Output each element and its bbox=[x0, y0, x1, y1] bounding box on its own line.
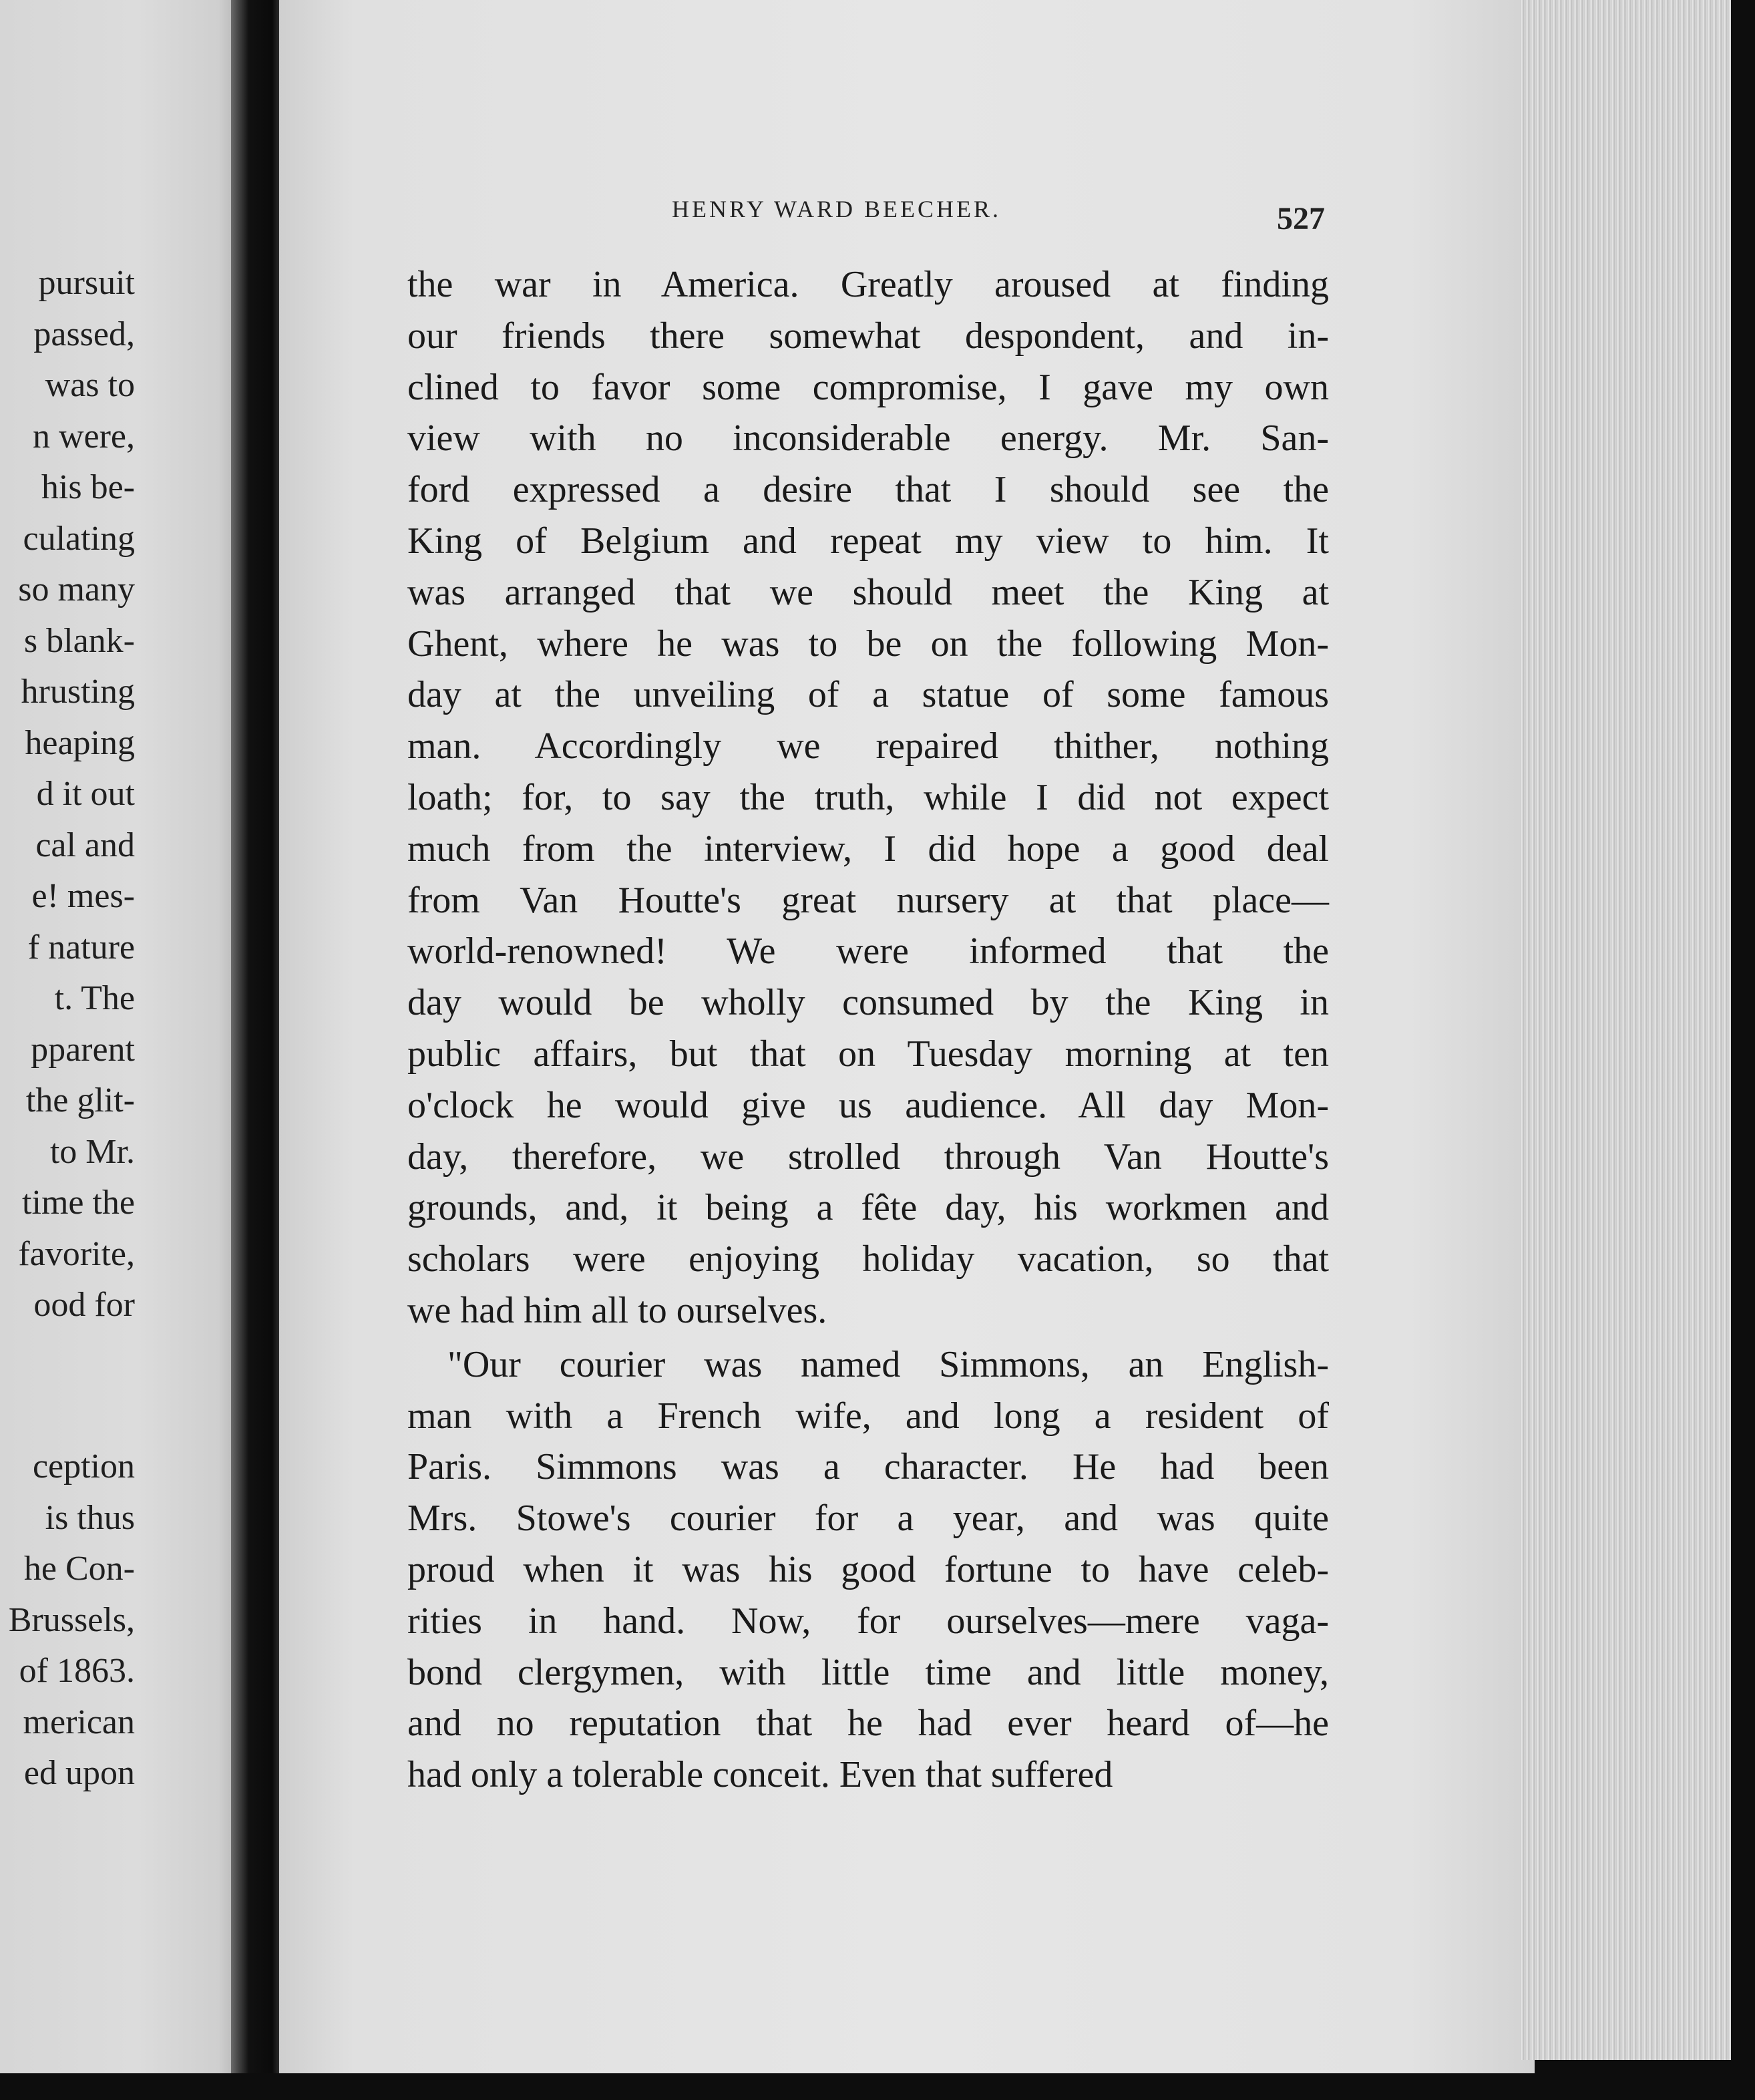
left-page-line: of 1863. bbox=[19, 1652, 135, 1690]
text-line: day at the unveiling of a statue of some famous bbox=[407, 674, 1329, 716]
left-page-line: ood for bbox=[33, 1286, 135, 1324]
left-page-line: s blank- bbox=[23, 621, 135, 660]
left-page-line: was to bbox=[45, 366, 135, 404]
left-page-line: favorite, bbox=[18, 1234, 135, 1273]
left-page-line: f nature bbox=[27, 928, 135, 967]
left-page-line: pparent bbox=[31, 1030, 135, 1069]
text-line: o'clock he would give us audience. All day Mon- bbox=[407, 1084, 1329, 1126]
left-page-line: pursuit bbox=[38, 264, 135, 302]
left-page-line: cal and bbox=[35, 826, 135, 864]
left-page-line: is thus bbox=[45, 1498, 135, 1537]
left-page-line: to Mr. bbox=[49, 1132, 135, 1171]
text-line: and no reputation that he had ever heard of—he bbox=[407, 1703, 1329, 1745]
text-line: King of Belgium and repeat my view to him. It bbox=[407, 520, 1329, 562]
text-line: Ghent, where he was to be on the following Mon- bbox=[407, 623, 1329, 665]
left-page-line: he Con- bbox=[23, 1550, 135, 1588]
left-page-line: e! mes- bbox=[31, 877, 135, 915]
text-line: bond clergymen, with little time and little money, bbox=[407, 1651, 1329, 1693]
left-page-line: ception bbox=[32, 1447, 135, 1485]
left-page bbox=[0, 0, 248, 2073]
text-line: public affairs, but that on Tuesday morning at ten bbox=[407, 1033, 1329, 1075]
text-line: scholars were enjoying holiday vacation, so that bbox=[407, 1238, 1329, 1280]
text-line: man. Accordingly we repaired thither, nothing bbox=[407, 725, 1329, 767]
text-line: our friends there somewhat despondent, and in- bbox=[407, 315, 1329, 357]
text-line: day would be wholly consumed by the King in bbox=[407, 982, 1329, 1024]
left-page-line: so many bbox=[18, 570, 135, 608]
body-text bbox=[407, 259, 1329, 1801]
left-page-line: his be- bbox=[41, 468, 135, 506]
text-line: was arranged that we should meet the King at bbox=[407, 571, 1329, 613]
text-line: clined to favor some compromise, I gave my own bbox=[407, 366, 1329, 408]
text-line: "Our courier was named Simmons, an English- bbox=[447, 1343, 1329, 1385]
text-line: we had him all to ourselves. bbox=[407, 1289, 827, 1331]
text-line: much from the interview, I did hope a good deal bbox=[407, 828, 1329, 870]
page-number: 527 bbox=[1277, 201, 1325, 236]
text-line: grounds, and, it being a fête day, his workmen and bbox=[407, 1187, 1329, 1229]
left-page-text-upper bbox=[18, 258, 135, 1331]
paragraph bbox=[407, 259, 1329, 1337]
left-page-line: hrusting bbox=[21, 673, 135, 711]
left-page-line: merican bbox=[23, 1703, 135, 1741]
text-line: world-renowned! We were informed that the bbox=[407, 930, 1329, 973]
left-page-line: heaping bbox=[25, 723, 135, 762]
text-line: rities in hand. Now, for ourselves—mere vaga- bbox=[407, 1600, 1329, 1642]
left-page-line: t. The bbox=[54, 979, 135, 1017]
running-head: HENRY WARD BEECHER. bbox=[672, 196, 1002, 222]
text-line: man with a French wife, and long a resident of bbox=[407, 1395, 1329, 1437]
text-line: the war in America. Greatly aroused at finding bbox=[407, 264, 1329, 305]
text-line: ford expressed a desire that I should see the bbox=[407, 469, 1329, 511]
text-line: Paris. Simmons was a character. He had been bbox=[407, 1446, 1329, 1488]
text-line: loath; for, to say the truth, while I did not expect bbox=[407, 776, 1329, 818]
text-line: proud when it was his good fortune to have celeb- bbox=[407, 1548, 1329, 1590]
text-line: had only a tolerable conceit. Even that suffered bbox=[407, 1754, 1113, 1796]
left-page-line: n were, bbox=[32, 417, 135, 456]
left-page-line: d it out bbox=[36, 775, 135, 813]
left-page-line: passed, bbox=[33, 315, 135, 353]
text-line: view with no inconsiderable energy. Mr. San- bbox=[407, 417, 1329, 460]
left-page-line: ed upon bbox=[23, 1754, 135, 1792]
left-page-line: culating bbox=[23, 519, 135, 558]
text-line: day, therefore, we strolled through Van Houtte's bbox=[407, 1135, 1329, 1178]
left-page-text-lower bbox=[9, 1441, 135, 1799]
left-page-line: Brussels, bbox=[8, 1600, 135, 1639]
paragraph bbox=[407, 1339, 1329, 1801]
text-line: from Van Houtte's great nursery at that place— bbox=[407, 879, 1329, 921]
left-page-line: the glit- bbox=[25, 1081, 135, 1119]
left-page-line: time the bbox=[22, 1184, 135, 1222]
text-line: Mrs. Stowe's courier for a year, and was quite bbox=[407, 1498, 1329, 1540]
page-edges bbox=[1520, 0, 1731, 2060]
